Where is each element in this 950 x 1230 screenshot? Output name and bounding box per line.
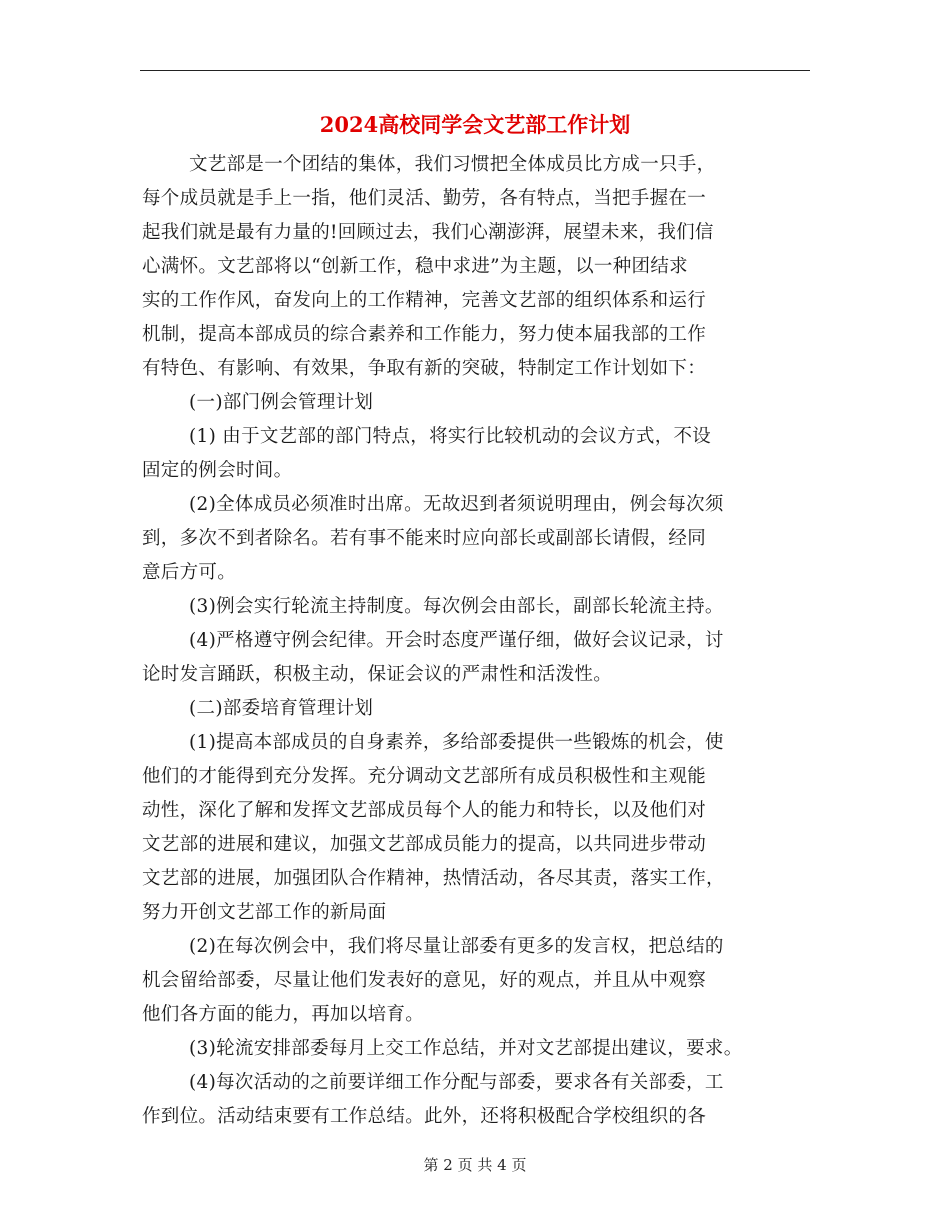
body-line: (3)例会实行轮流主持制度。每次例会由部长，副部长轮流主持。 (189, 596, 724, 617)
body-line: 文艺部的进展，加强团队合作精神，热情活动，各尽其责，落实工作， (142, 868, 725, 889)
body-line: 固定的例会时间。 (142, 460, 293, 481)
body-line: (3)轮流安排部委每月上交工作总结，并对文艺部提出建议，要求。 (189, 1038, 743, 1059)
body-line: (1)提高本部成员的自身素养，多给部委提供一些锻炼的机会，使 (189, 732, 724, 753)
body-line: (1) 由于文艺部的部门特点，将实行比较机动的会议方式，不设 (189, 426, 712, 447)
body-line: 到，多次不到者除名。若有事不能来时应向部长或副部长请假，经同 (142, 528, 707, 549)
page-number: 第 2 页 共 4 页 (423, 1156, 527, 1174)
body-line: 机制，提高本部成员的综合素养和工作能力，努力使本届我部的工作 (142, 324, 707, 345)
document-title: 2024高校同学会文艺部工作计划 (319, 112, 631, 137)
body-line: 文艺部是一个团结的集体，我们习惯把全体成员比方成一只手， (189, 154, 716, 175)
body-line: (4)每次活动的之前要详细工作分配与部委，要求各有关部委，工 (189, 1072, 724, 1093)
body-line: 作到位。活动结束要有工作总结。此外，还将积极配合学校组织的各 (142, 1106, 707, 1127)
body-line: 他们的才能得到充分发挥。充分调动文艺部所有成员积极性和主观能 (142, 766, 707, 787)
body-line: 机会留给部委，尽量让他们发表好的意见，好的观点，并且从中观察 (142, 970, 707, 991)
body-line: 每个成员就是手上一指，他们灵活、勤劳，各有特点，当把手握在一 (142, 188, 707, 209)
body-line: 努力开创文艺部工作的新局面 (142, 902, 387, 923)
header-rule (140, 70, 810, 71)
body-line: 起我们就是最有力量的!回顾过去，我们心潮澎湃，展望未来，我们信 (142, 222, 714, 243)
body-line: 心满怀。文艺部将以“创新工作，稳中求进”为主题，以一种团结求 (142, 256, 688, 277)
body-line: 他们各方面的能力，再加以培育。 (142, 1004, 425, 1025)
document-body (142, 148, 822, 1134)
body-line: 实的工作作风，奋发向上的工作精神，完善文艺部的组织体系和运行 (142, 290, 707, 311)
body-line: 有特色、有影响、有效果，争取有新的突破，特制定工作计划如下： (142, 358, 707, 379)
body-line: 意后方可。 (142, 562, 237, 583)
body-line: (一)部门例会管理计划 (189, 392, 374, 413)
body-line: (4)严格遵守例会纪律。开会时态度严谨仔细，做好会议记录，讨 (189, 630, 724, 651)
body-line: 动性，深化了解和发挥文艺部成员每个人的能力和特长，以及他们对 (142, 800, 707, 821)
body-line: (2)全体成员必须准时出席。无故迟到者须说明理由，例会每次须 (189, 494, 724, 515)
body-line: 论时发言踊跃，积极主动，保证会议的严肃性和活泼性。 (142, 664, 613, 685)
body-line: (二)部委培育管理计划 (189, 698, 374, 719)
body-line: (2)在每次例会中，我们将尽量让部委有更多的发言权，把总结的 (189, 936, 724, 957)
body-line: 文艺部的进展和建议，加强文艺部成员能力的提高，以共同进步带动 (142, 834, 707, 855)
